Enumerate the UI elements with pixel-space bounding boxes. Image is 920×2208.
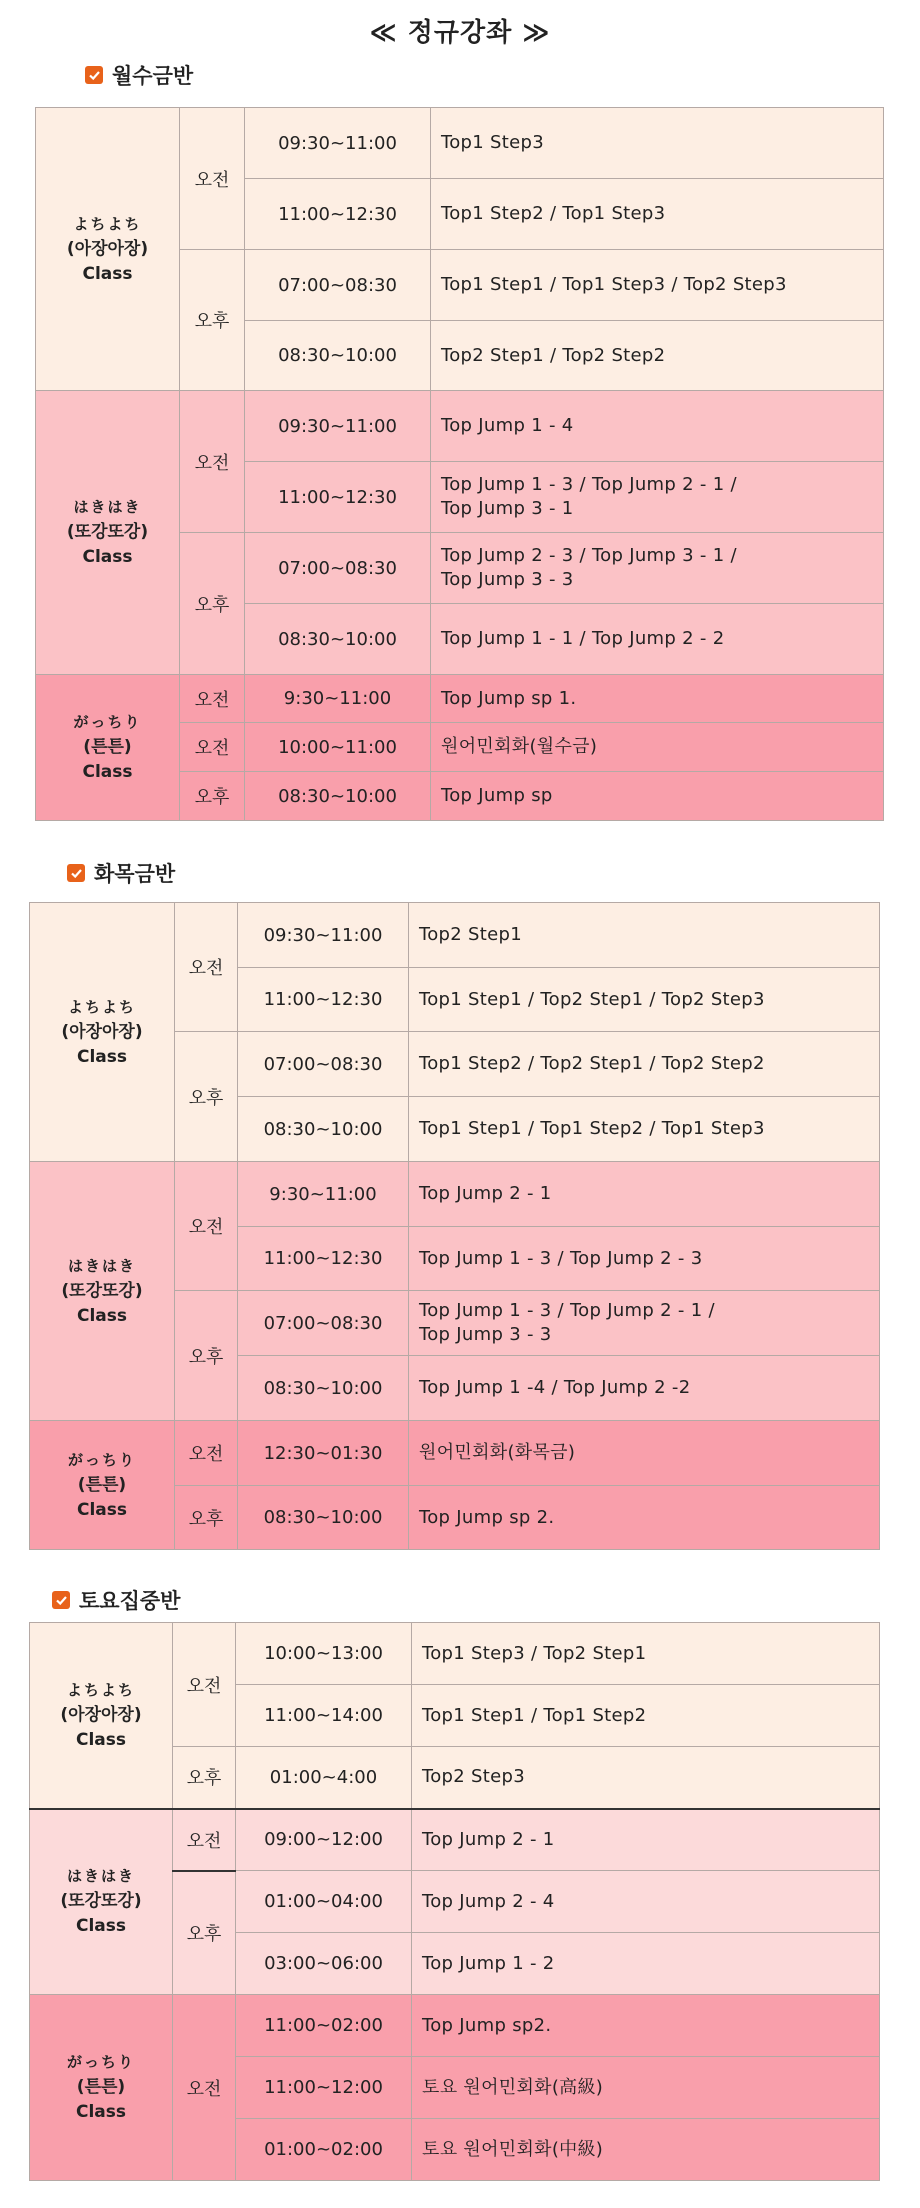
- page-title: ≪ 정규강좌 ≫: [369, 18, 551, 48]
- time-cell: 08:30~10:00: [238, 1486, 409, 1550]
- section-title: 토요집중반: [79, 1589, 181, 1613]
- time-cell: 09:30~11:00: [238, 903, 409, 968]
- ampm-cell: 오후: [173, 1747, 236, 1809]
- ampm-cell: 오전: [175, 903, 238, 1032]
- course-cell: Top Jump sp2.: [412, 1995, 880, 2057]
- group-cell: がっちり (튼튼) Class: [30, 1995, 173, 2181]
- ampm-cell: 오전: [173, 1623, 236, 1747]
- ampm-cell: 오후: [175, 1291, 238, 1421]
- course-cell: Top1 Step3: [431, 108, 884, 179]
- course-cell: Top2 Step1 / Top2 Step2: [431, 321, 884, 391]
- group-cell: がっちり (튼튼) Class: [36, 675, 180, 821]
- group-cell: よちよち (아장아장) Class: [30, 903, 175, 1162]
- ampm-cell: 오후: [175, 1486, 238, 1550]
- course-cell: Top Jump sp 2.: [409, 1486, 880, 1550]
- course-cell: Top Jump 1 - 3 / Top Jump 2 - 3: [409, 1227, 880, 1291]
- time-cell: 09:00~12:00: [236, 1809, 412, 1871]
- table-row: [30, 1421, 880, 1486]
- time-cell: 07:00~08:30: [245, 250, 431, 321]
- ampm-cell: 오전: [180, 675, 245, 723]
- course-cell: 원어민회화(화목금): [409, 1421, 880, 1486]
- time-cell: 11:00~12:30: [245, 179, 431, 250]
- table-row: [36, 108, 884, 179]
- time-cell: 08:30~10:00: [238, 1097, 409, 1162]
- table-row: [30, 1809, 880, 1871]
- time-cell: 07:00~08:30: [238, 1291, 409, 1356]
- time-cell: 12:30~01:30: [238, 1421, 409, 1486]
- course-cell: Top1 Step1 / Top1 Step3 / Top2 Step3: [431, 250, 884, 321]
- ampm-cell: 오전: [175, 1421, 238, 1486]
- ampm-cell: 오전: [173, 1995, 236, 2181]
- course-cell: 원어민회화(월수금): [431, 723, 884, 772]
- course-cell: Top Jump sp 1.: [431, 675, 884, 723]
- time-cell: 01:00~04:00: [236, 1871, 412, 1933]
- checkbox-icon: [85, 66, 103, 84]
- group-cell: はきはき (또강또강) Class: [30, 1809, 173, 1995]
- section-title: 화목금반: [94, 862, 176, 886]
- table-row: [30, 1995, 880, 2057]
- time-cell: 09:30~11:00: [245, 391, 431, 462]
- section-heading-saturday: [52, 1585, 180, 1615]
- course-cell: Top1 Step2 / Top2 Step1 / Top2 Step2: [409, 1032, 880, 1097]
- schedule-table-saturday: [29, 1622, 880, 2181]
- course-cell: Top Jump 2 - 1: [412, 1809, 880, 1871]
- course-cell: Top2 Step1: [409, 903, 880, 968]
- section-heading-mon-wed-fri: [85, 60, 193, 90]
- group-cell: よちよち (아장아장) Class: [36, 108, 180, 391]
- ampm-cell: 오후: [180, 772, 245, 821]
- course-cell: Top1 Step3 / Top2 Step1: [412, 1623, 880, 1685]
- ampm-cell: 오후: [180, 250, 245, 391]
- time-cell: 11:00~12:00: [236, 2057, 412, 2119]
- ampm-cell: 오전: [175, 1162, 238, 1291]
- course-cell: Top Jump 1 - 1 / Top Jump 2 - 2: [431, 604, 884, 675]
- course-cell: Top Jump sp: [431, 772, 884, 821]
- group-cell: よちよち (아장아장) Class: [30, 1623, 173, 1809]
- section-heading-tue-thu-fri: [67, 858, 175, 888]
- ampm-cell: 오전: [180, 723, 245, 772]
- group-cell: がっちり (튼튼) Class: [30, 1421, 175, 1550]
- course-cell: Top Jump 1 - 2: [412, 1933, 880, 1995]
- time-cell: 08:30~10:00: [245, 604, 431, 675]
- time-cell: 11:00~12:30: [238, 1227, 409, 1291]
- ampm-cell: 오전: [173, 1809, 236, 1871]
- time-cell: 11:00~12:30: [238, 968, 409, 1032]
- schedule-table-tue-thu-fri: [29, 902, 880, 1550]
- table-row: [30, 903, 880, 968]
- time-cell: 07:00~08:30: [245, 533, 431, 604]
- ampm-cell: 오후: [180, 533, 245, 675]
- time-cell: 10:00~13:00: [236, 1623, 412, 1685]
- time-cell: 08:30~10:00: [245, 772, 431, 821]
- course-cell: Top Jump 1 - 3 / Top Jump 2 - 1 / Top Jump 3 - 1: [431, 462, 884, 533]
- table-row: [36, 675, 884, 723]
- ampm-cell: 오전: [180, 108, 245, 250]
- time-cell: 07:00~08:30: [238, 1032, 409, 1097]
- time-cell: 11:00~12:30: [245, 462, 431, 533]
- course-cell: 토요 원어민회화(高級): [412, 2057, 880, 2119]
- checkbox-icon: [67, 864, 85, 882]
- group-cell: はきはき (또강또강) Class: [36, 391, 180, 675]
- course-cell: Top1 Step1 / Top2 Step1 / Top2 Step3: [409, 968, 880, 1032]
- ampm-cell: 오후: [175, 1032, 238, 1162]
- time-cell: 03:00~06:00: [236, 1933, 412, 1995]
- section-title: 월수금반: [112, 64, 194, 88]
- time-cell: 01:00~4:00: [236, 1747, 412, 1809]
- course-cell: Top1 Step1 / Top1 Step2: [412, 1685, 880, 1747]
- time-cell: 11:00~02:00: [236, 1995, 412, 2057]
- course-cell: Top Jump 2 - 4: [412, 1871, 880, 1933]
- time-cell: 9:30~11:00: [238, 1162, 409, 1227]
- course-cell: 토요 원어민회화(中級): [412, 2119, 880, 2181]
- course-cell: Top2 Step3: [412, 1747, 880, 1809]
- time-cell: 10:00~11:00: [245, 723, 431, 772]
- time-cell: 01:00~02:00: [236, 2119, 412, 2181]
- time-cell: 11:00~14:00: [236, 1685, 412, 1747]
- table-row: [36, 391, 884, 462]
- course-cell: Top Jump 1 - 3 / Top Jump 2 - 1 / Top Jump 3 - 3: [409, 1291, 880, 1356]
- time-cell: 09:30~11:00: [245, 108, 431, 179]
- course-cell: Top Jump 1 - 4: [431, 391, 884, 462]
- course-cell: Top1 Step2 / Top1 Step3: [431, 179, 884, 250]
- course-cell: Top Jump 1 -4 / Top Jump 2 -2: [409, 1356, 880, 1421]
- course-cell: Top1 Step1 / Top1 Step2 / Top1 Step3: [409, 1097, 880, 1162]
- group-cell: はきはき (또강또강) Class: [30, 1162, 175, 1421]
- course-cell: Top Jump 2 - 3 / Top Jump 3 - 1 / Top Jump 3 - 3: [431, 533, 884, 604]
- ampm-cell: 오전: [180, 391, 245, 533]
- table-row: [30, 1162, 880, 1227]
- time-cell: 08:30~10:00: [238, 1356, 409, 1421]
- time-cell: 08:30~10:00: [245, 321, 431, 391]
- ampm-cell: 오후: [173, 1871, 236, 1995]
- time-cell: 9:30~11:00: [245, 675, 431, 723]
- table-row: [30, 1623, 880, 1685]
- checkbox-icon: [52, 1591, 70, 1609]
- schedule-table-mon-wed-fri: [35, 107, 884, 821]
- course-cell: Top Jump 2 - 1: [409, 1162, 880, 1227]
